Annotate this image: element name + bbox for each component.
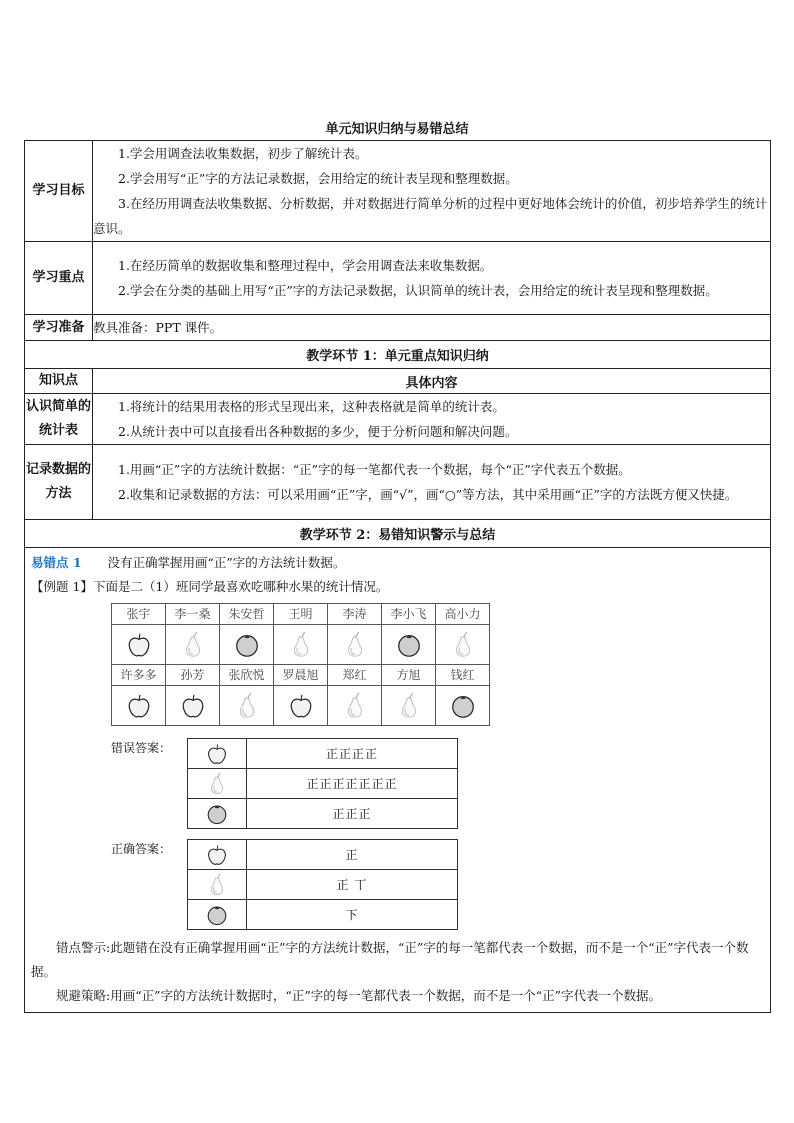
student-name: 张欣悦 [220,665,274,686]
goal-item: 3.在经历用调查法收集数据、分析数据，并对数据进行简单分析的过程中更好地体会统计的价值，初步培养学生的统计意识。 [93,196,768,236]
student-fruit-cell [436,625,490,665]
student-fruit-cell [112,686,166,726]
pear-icon [205,772,229,796]
prep-row [25,315,771,341]
knowledge-row [25,394,771,445]
student-fruit-cell [166,686,220,726]
tally-marks: 下 [247,900,458,930]
student-name: 罗晨旭 [274,665,328,686]
example-tag: 【例题 1】 [31,579,93,594]
knowledge-label: 记录数据的方法 [25,445,93,520]
pear-icon [449,631,477,659]
student-name: 李小飞 [382,604,436,625]
student-fruit-cell [274,686,328,726]
orange-icon [395,631,423,659]
student-name: 郑红 [328,665,382,686]
lesson-table [24,140,771,1013]
tally-fruit-cell [188,739,247,769]
error-point-text: 没有正确掌握用画“正”字的方法统计数据。 [107,555,346,570]
pear-icon [205,873,229,897]
student-fruit-cell [382,625,436,665]
student-fruit-cell [328,686,382,726]
student-fruit-cell [382,686,436,726]
key-label: 学习重点 [25,242,93,315]
tally-fruit-cell [188,769,247,799]
knowledge-item: 1.用画“正”字的方法统计数据：“正”字的每一笔都代表一个数据，每个“正”字代表五个数据。 [118,462,631,477]
orange-icon [233,631,261,659]
pear-icon [341,692,369,720]
prep-label: 学习准备 [25,315,93,341]
error-row [25,548,771,1013]
goal-item: 2.学会用写“正”字的方法记录数据，会用给定的统计表呈现和整理数据。 [118,171,518,186]
knowledge-label: 认识简单的统计表 [25,394,93,445]
wrong-answer-table [187,738,458,829]
knowledge-item: 1.将统计的结果用表格的形式呈现出来，这种表格就是简单的统计表。 [118,399,505,414]
student-fruit-cell [274,625,328,665]
student-fruit-cell [220,686,274,726]
apple-icon [205,843,229,867]
student-name: 王明 [274,604,328,625]
student-name: 钱红 [436,665,490,686]
error-point-label: 易错点 1 [31,555,82,570]
tally-row [188,870,458,900]
tally-row [188,769,458,799]
orange-icon [205,903,229,927]
pear-icon [287,631,315,659]
pear-icon [233,692,261,720]
apple-icon [125,692,153,720]
student-fruit-cell [220,625,274,665]
apple-icon [205,742,229,766]
wrong-answer-label: 错误答案： [111,741,172,755]
student-name: 朱安哲 [220,604,274,625]
section-1-heading: 教学环节 1：单元重点知识归纳 [25,341,771,369]
pear-icon [179,631,207,659]
tally-row [188,799,458,829]
student-fruit-cell [436,686,490,726]
orange-icon [449,692,477,720]
fruit-survey-grid [111,603,490,726]
goals-row [25,141,771,242]
knowledge-item: 2.从统计表中可以直接看出各种数据的多少，便于分析问题和解决问题。 [118,424,518,439]
key-row [25,242,771,315]
tally-row [188,840,458,870]
goals-label: 学习目标 [25,141,93,242]
student-name: 李涛 [328,604,382,625]
student-name: 张宇 [112,604,166,625]
student-name: 高小力 [436,604,490,625]
student-name: 孙芳 [166,665,220,686]
avoid-strategy: 规避策略:用画“正”字的方法统计数据时，“正”字的每一笔都代表一个数据，而不是一个“正”字代表一个数据。 [56,988,662,1003]
apple-icon [287,692,315,720]
example-text: 下面是二（1）班同学最喜欢吃哪种水果的统计情况。 [92,579,389,594]
tally-marks: 正 [247,840,458,870]
tally-fruit-cell [188,799,247,829]
apple-icon [179,692,207,720]
orange-icon [205,802,229,826]
student-name: 方旭 [382,665,436,686]
tally-marks: 正 丅 [247,870,458,900]
tally-row [188,900,458,930]
tally-fruit-cell [188,900,247,930]
tally-row [188,739,458,769]
section-2-heading: 教学环节 2：易错知识警示与总结 [25,520,771,548]
key-item: 1.在经历简单的数据收集和整理过程中，学会用调查法来收集数据。 [118,258,493,273]
tally-fruit-cell [188,840,247,870]
pear-icon [341,631,369,659]
tally-marks: 正正正正正正正 [247,769,458,799]
prep-text: 教具准备：PPT 课件。 [93,315,771,341]
tally-marks: 正正正 [247,799,458,829]
knowledge-col-header: 知识点 [25,369,93,394]
error-warning: 错点警示:此题错在没有正确掌握用画“正”字的方法统计数据，“正”字的每一笔都代表一个数据，而不是一个“正”字代表一个数据。 [31,940,749,979]
tally-marks: 正正正正 [247,739,458,769]
right-answer-table [187,839,458,930]
student-name: 许多多 [112,665,166,686]
student-name: 李一桑 [166,604,220,625]
student-fruit-cell [166,625,220,665]
goal-item: 1.学会用调查法收集数据，初步了解统计表。 [118,146,368,161]
pear-icon [395,692,423,720]
right-answer-label: 正确答案： [111,842,172,856]
page-title: 单元知识归纳与易错总结 [325,122,469,137]
knowledge-row [25,445,771,520]
content-col-header: 具体内容 [93,369,771,394]
apple-icon [125,631,153,659]
student-fruit-cell [112,625,166,665]
key-item: 2.学会在分类的基础上用写“正”字的方法记录数据，认识简单的统计表，会用给定的统计表呈现和整理数据。 [118,283,718,298]
student-fruit-cell [328,625,382,665]
knowledge-item: 2.收集和记录数据的方法：可以采用画“正”字，画“√”，画“○”等方法，其中采用画“正”字的方法既方便又快捷。 [118,487,738,502]
tally-fruit-cell [188,870,247,900]
